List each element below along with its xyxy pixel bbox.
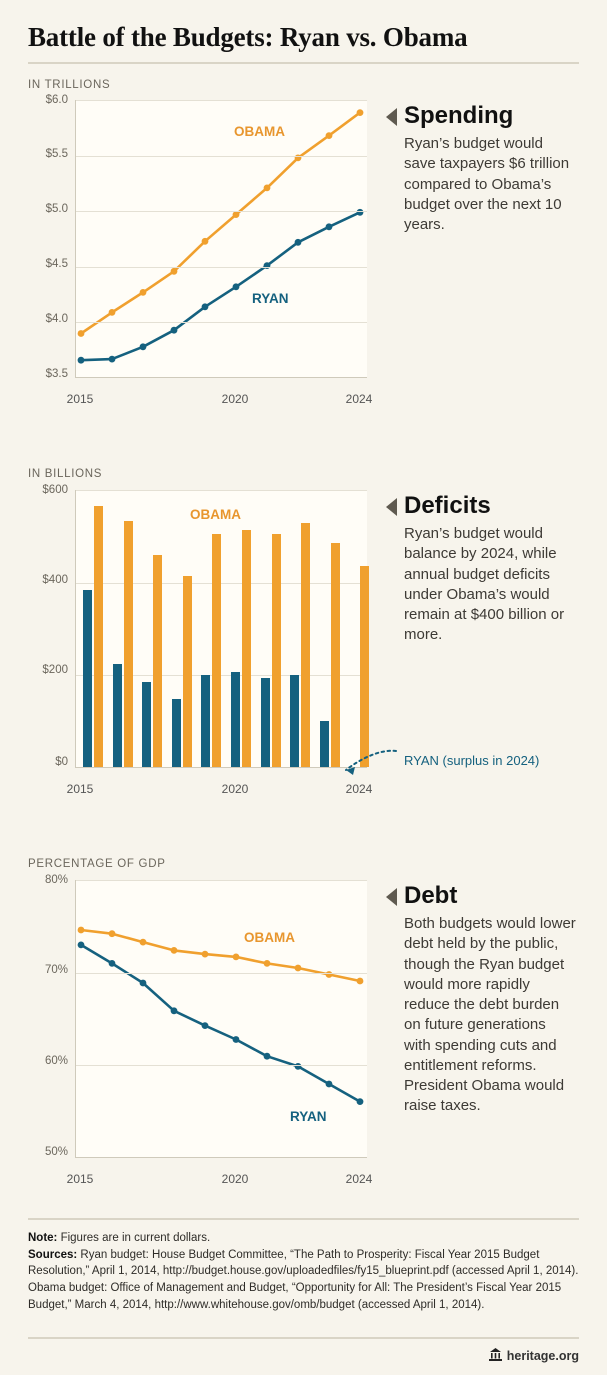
footnotes (28, 1230, 584, 1313)
deficits-ytick-0: $0 (55, 756, 68, 768)
bar-ryan-2020 (231, 672, 240, 767)
deficits-body: Ryan’s budget would balance by 2024, while annual budget deficits under Obama’s would remain at $400 billion or more. (404, 525, 565, 644)
spending-unit-label: IN TRILLIONS (28, 79, 111, 91)
deficits-xtick-2015: 2015 (66, 782, 94, 796)
spending-ytick-5.5: $5.5 (45, 148, 68, 160)
deficits-obama-label: OBAMA (190, 507, 241, 522)
spending-ytick-4.5: $4.5 (45, 258, 68, 270)
bar-obama-2024 (360, 566, 369, 767)
spending-ytick-6.0: $6.0 (45, 94, 68, 106)
debt-ytick-70: 70% (44, 964, 68, 976)
left-triangle-icon (386, 498, 397, 516)
spending-ryan-label: RYAN (252, 291, 289, 306)
bar-obama-2015 (94, 506, 103, 767)
bar-ryan-2019 (201, 675, 210, 767)
bar-ryan-2018 (172, 699, 181, 767)
spending-body: Ryan’s budget would save taxpayers $6 trillion compared to Obama’s budget over the next 10 years. (404, 135, 570, 234)
debt-xtick-2020: 2020 (221, 1172, 249, 1186)
sources-label: Sources: (28, 1248, 78, 1261)
bar-obama-2023 (331, 543, 340, 767)
bar-obama-2019 (212, 534, 221, 767)
bar-ryan-2016 (113, 664, 122, 767)
debt-ytick-60: 60% (44, 1055, 68, 1067)
debt-xtick-2015: 2015 (66, 1172, 94, 1186)
debt-xtick-2024: 2024 (345, 1172, 373, 1186)
debt-body: Both budgets would lower debt held by the public, though the Ryan budget would more rapidly reduce the debt burden on future generations with spending cuts and entitlement reforms. President Obama would raise taxes. (404, 915, 576, 1115)
spending-xtick-2024: 2024 (345, 392, 373, 406)
bar-ryan-2022 (290, 675, 299, 767)
spending-xtick-2015: 2015 (66, 392, 94, 406)
left-triangle-icon (386, 108, 397, 126)
bar-ryan-2015 (83, 590, 92, 768)
spending-callout (386, 103, 576, 235)
deficits-plot (75, 490, 367, 768)
bar-obama-2021 (272, 534, 281, 768)
left-triangle-icon (386, 888, 397, 906)
note-line (28, 1230, 584, 1247)
brand-divider (28, 1337, 579, 1339)
debt-obama-label: OBAMA (244, 930, 295, 945)
sources-text: Ryan budget: House Budget Committee, “The Path to Prosperity: Fiscal Year 2015 Budget Resolution,” April 1, 2014, http://budget.house.gov/uploadedfiles/fy15_blueprint.pdf (accessed April 1, 2014). Obama budget: Office of Management and Budget, “Opportunity for All: The President’s Fiscal Year 2015 Budget,” March 4, 2014, http://www.whitehouse.gov/omb/budget (accessed April 1, 2014). (28, 1248, 579, 1311)
deficits-ryan-label: RYAN (surplus in 2024) (404, 753, 540, 768)
debt-ytick-80: 80% (44, 874, 68, 886)
note-text: Figures are in current dollars. (57, 1232, 211, 1244)
spending-xtick-2020: 2020 (221, 392, 249, 406)
deficits-callout (386, 493, 576, 646)
brand-label: heritage.org (506, 1349, 579, 1363)
deficits-heading: Deficits (404, 492, 491, 519)
debt-heading: Debt (404, 882, 458, 909)
deficits-unit-label: IN BILLIONS (28, 468, 103, 480)
brand (489, 1348, 579, 1363)
deficits-ytick-600: $600 (42, 484, 68, 496)
debt-ryan-label: RYAN (290, 1109, 327, 1124)
heritage-logo-icon (489, 1348, 502, 1362)
bar-ryan-2021 (261, 678, 270, 767)
bar-obama-2020 (242, 530, 251, 767)
sources-line (28, 1247, 584, 1314)
page-title: Battle of the Budgets: Ryan vs. Obama (28, 22, 468, 52)
spending-ytick-4.0: $4.0 (45, 313, 68, 325)
spending-heading: Spending (404, 102, 514, 129)
deficits-ytick-200: $200 (42, 664, 68, 676)
bar-ryan-2017 (142, 682, 151, 767)
deficits-xtick-2024: 2024 (345, 782, 373, 796)
title-divider (28, 62, 579, 64)
spending-obama-label: OBAMA (234, 124, 285, 139)
surplus-pointer-icon (330, 745, 400, 781)
bar-obama-2017 (153, 555, 162, 767)
spending-ytick-5.0: $5.0 (45, 203, 68, 215)
spending-plot (75, 100, 367, 378)
bar-obama-2016 (124, 521, 133, 767)
note-label: Note: (28, 1232, 58, 1244)
footer-divider (28, 1218, 579, 1220)
debt-ytick-50: 50% (44, 1146, 68, 1158)
bar-obama-2022 (301, 523, 310, 767)
bar-obama-2018 (183, 576, 192, 767)
bar-ryan-2023 (320, 721, 329, 767)
spending-series-svg (76, 100, 368, 378)
deficits-ytick-400: $400 (42, 574, 68, 586)
debt-unit-label: PERCENTAGE OF GDP (28, 858, 166, 870)
spending-ytick-3.5: $3.5 (45, 368, 68, 380)
deficits-xtick-2020: 2020 (221, 782, 249, 796)
debt-callout (386, 883, 576, 1117)
